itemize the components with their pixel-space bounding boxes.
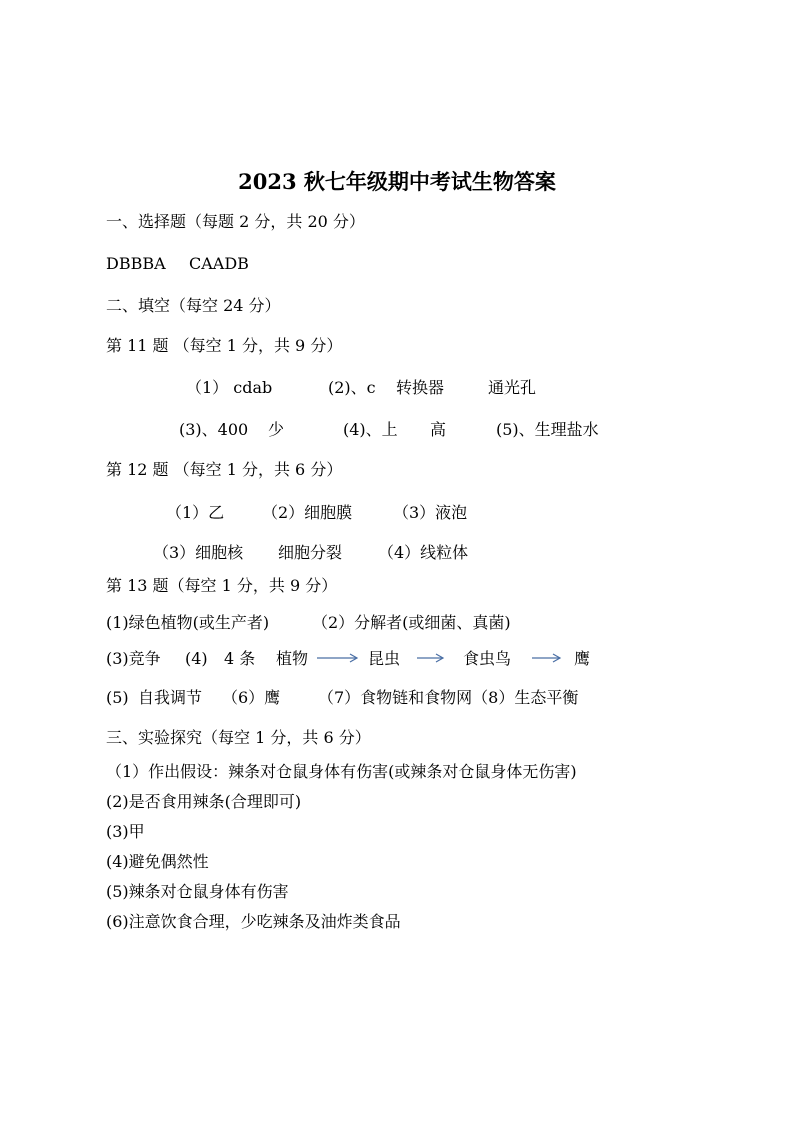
experiment-answer: (6)注意饮食合理，少吃辣条及油炸类食品 — [106, 912, 401, 931]
q13-heading: 第 13 题（每空 1 分，共 9 分） — [106, 576, 338, 595]
q13-answer: 4 条 — [224, 649, 256, 668]
q11-row2 — [0, 420, 794, 440]
food-chain-hawk: 鹰 — [574, 649, 591, 668]
q12-answer: （3）液泡 — [393, 503, 468, 522]
experiment-answer: (3)甲 — [106, 822, 145, 841]
q13-answer: (3)竞争 — [106, 649, 161, 668]
q11-answer: 少 — [268, 420, 285, 439]
q13-answer: (5) — [106, 688, 129, 707]
q11-answer: (3)、400 — [179, 420, 249, 439]
q11-answer: (4)、上 — [343, 420, 398, 439]
q13-row2-food-chain — [0, 649, 794, 671]
q12-answer: （4）线粒体 — [378, 543, 469, 562]
q13-answer: （2）分解者(或细菌、真菌) — [312, 613, 511, 632]
q11-answer: 高 — [430, 420, 447, 439]
q13-answer: 自我调节 — [138, 688, 203, 707]
section1-heading: 一、选择题（每题 2 分，共 20 分） — [106, 212, 365, 231]
choice-answers — [106, 254, 406, 274]
q12-answer: （1）乙 — [166, 503, 225, 522]
experiment-answer: （1）作出假设：辣条对仓鼠身体有伤害(或辣条对仓鼠身体无伤害) — [106, 762, 577, 781]
q12-row1 — [0, 503, 794, 523]
food-chain-bird: 食虫鸟 — [463, 649, 512, 668]
arrow-right-icon — [416, 651, 446, 665]
q11-answer: (5)、生理盐水 — [496, 420, 599, 439]
q12-answer: 细胞分裂 — [278, 543, 343, 562]
q11-answer: (2)、c — [328, 378, 376, 397]
q12-answer: （2）细胞膜 — [262, 503, 353, 522]
q11-answer: 通光孔 — [488, 378, 537, 397]
arrow-right-icon — [531, 651, 563, 665]
q12-row2 — [0, 543, 794, 563]
q11-answer: 转换器 — [396, 378, 445, 397]
experiment-answer: (5)辣条对仓鼠身体有伤害 — [106, 882, 289, 901]
q13-row1 — [0, 613, 794, 633]
q13-answer: (1)绿色植物(或生产者) — [106, 613, 270, 632]
section3-heading: 三、实验探究（每空 1 分，共 6 分） — [106, 728, 371, 747]
q13-row3 — [0, 688, 794, 708]
arrow-right-icon — [316, 651, 360, 665]
page-title: 2023 秋七年级期中考试生物答案 — [238, 169, 556, 194]
section2-heading: 二、填空（每空 24 分） — [106, 296, 281, 315]
food-chain-producer: 植物 — [276, 649, 309, 668]
choice-answers-6-10: CAADB — [189, 254, 249, 273]
q12-heading: 第 12 题 （每空 1 分，共 6 分） — [106, 460, 343, 479]
q13-answer: （6）鹰 — [222, 688, 281, 707]
experiment-answer: (2)是否食用辣条(合理即可) — [106, 792, 302, 811]
choice-answers-1-5: DBBBA — [106, 254, 166, 273]
q11-row1 — [0, 378, 794, 398]
experiment-answer: (4)避免偶然性 — [106, 852, 209, 871]
q11-answer: （1） cdab — [186, 378, 273, 397]
q12-answer: （3）细胞核 — [153, 543, 244, 562]
q13-answer: （7）食物链和食物网（8）生态平衡 — [318, 688, 579, 707]
food-chain-insect: 昆虫 — [368, 649, 401, 668]
q11-heading: 第 11 题 （每空 1 分，共 9 分） — [106, 336, 343, 355]
q13-answer: (4) — [185, 649, 208, 668]
